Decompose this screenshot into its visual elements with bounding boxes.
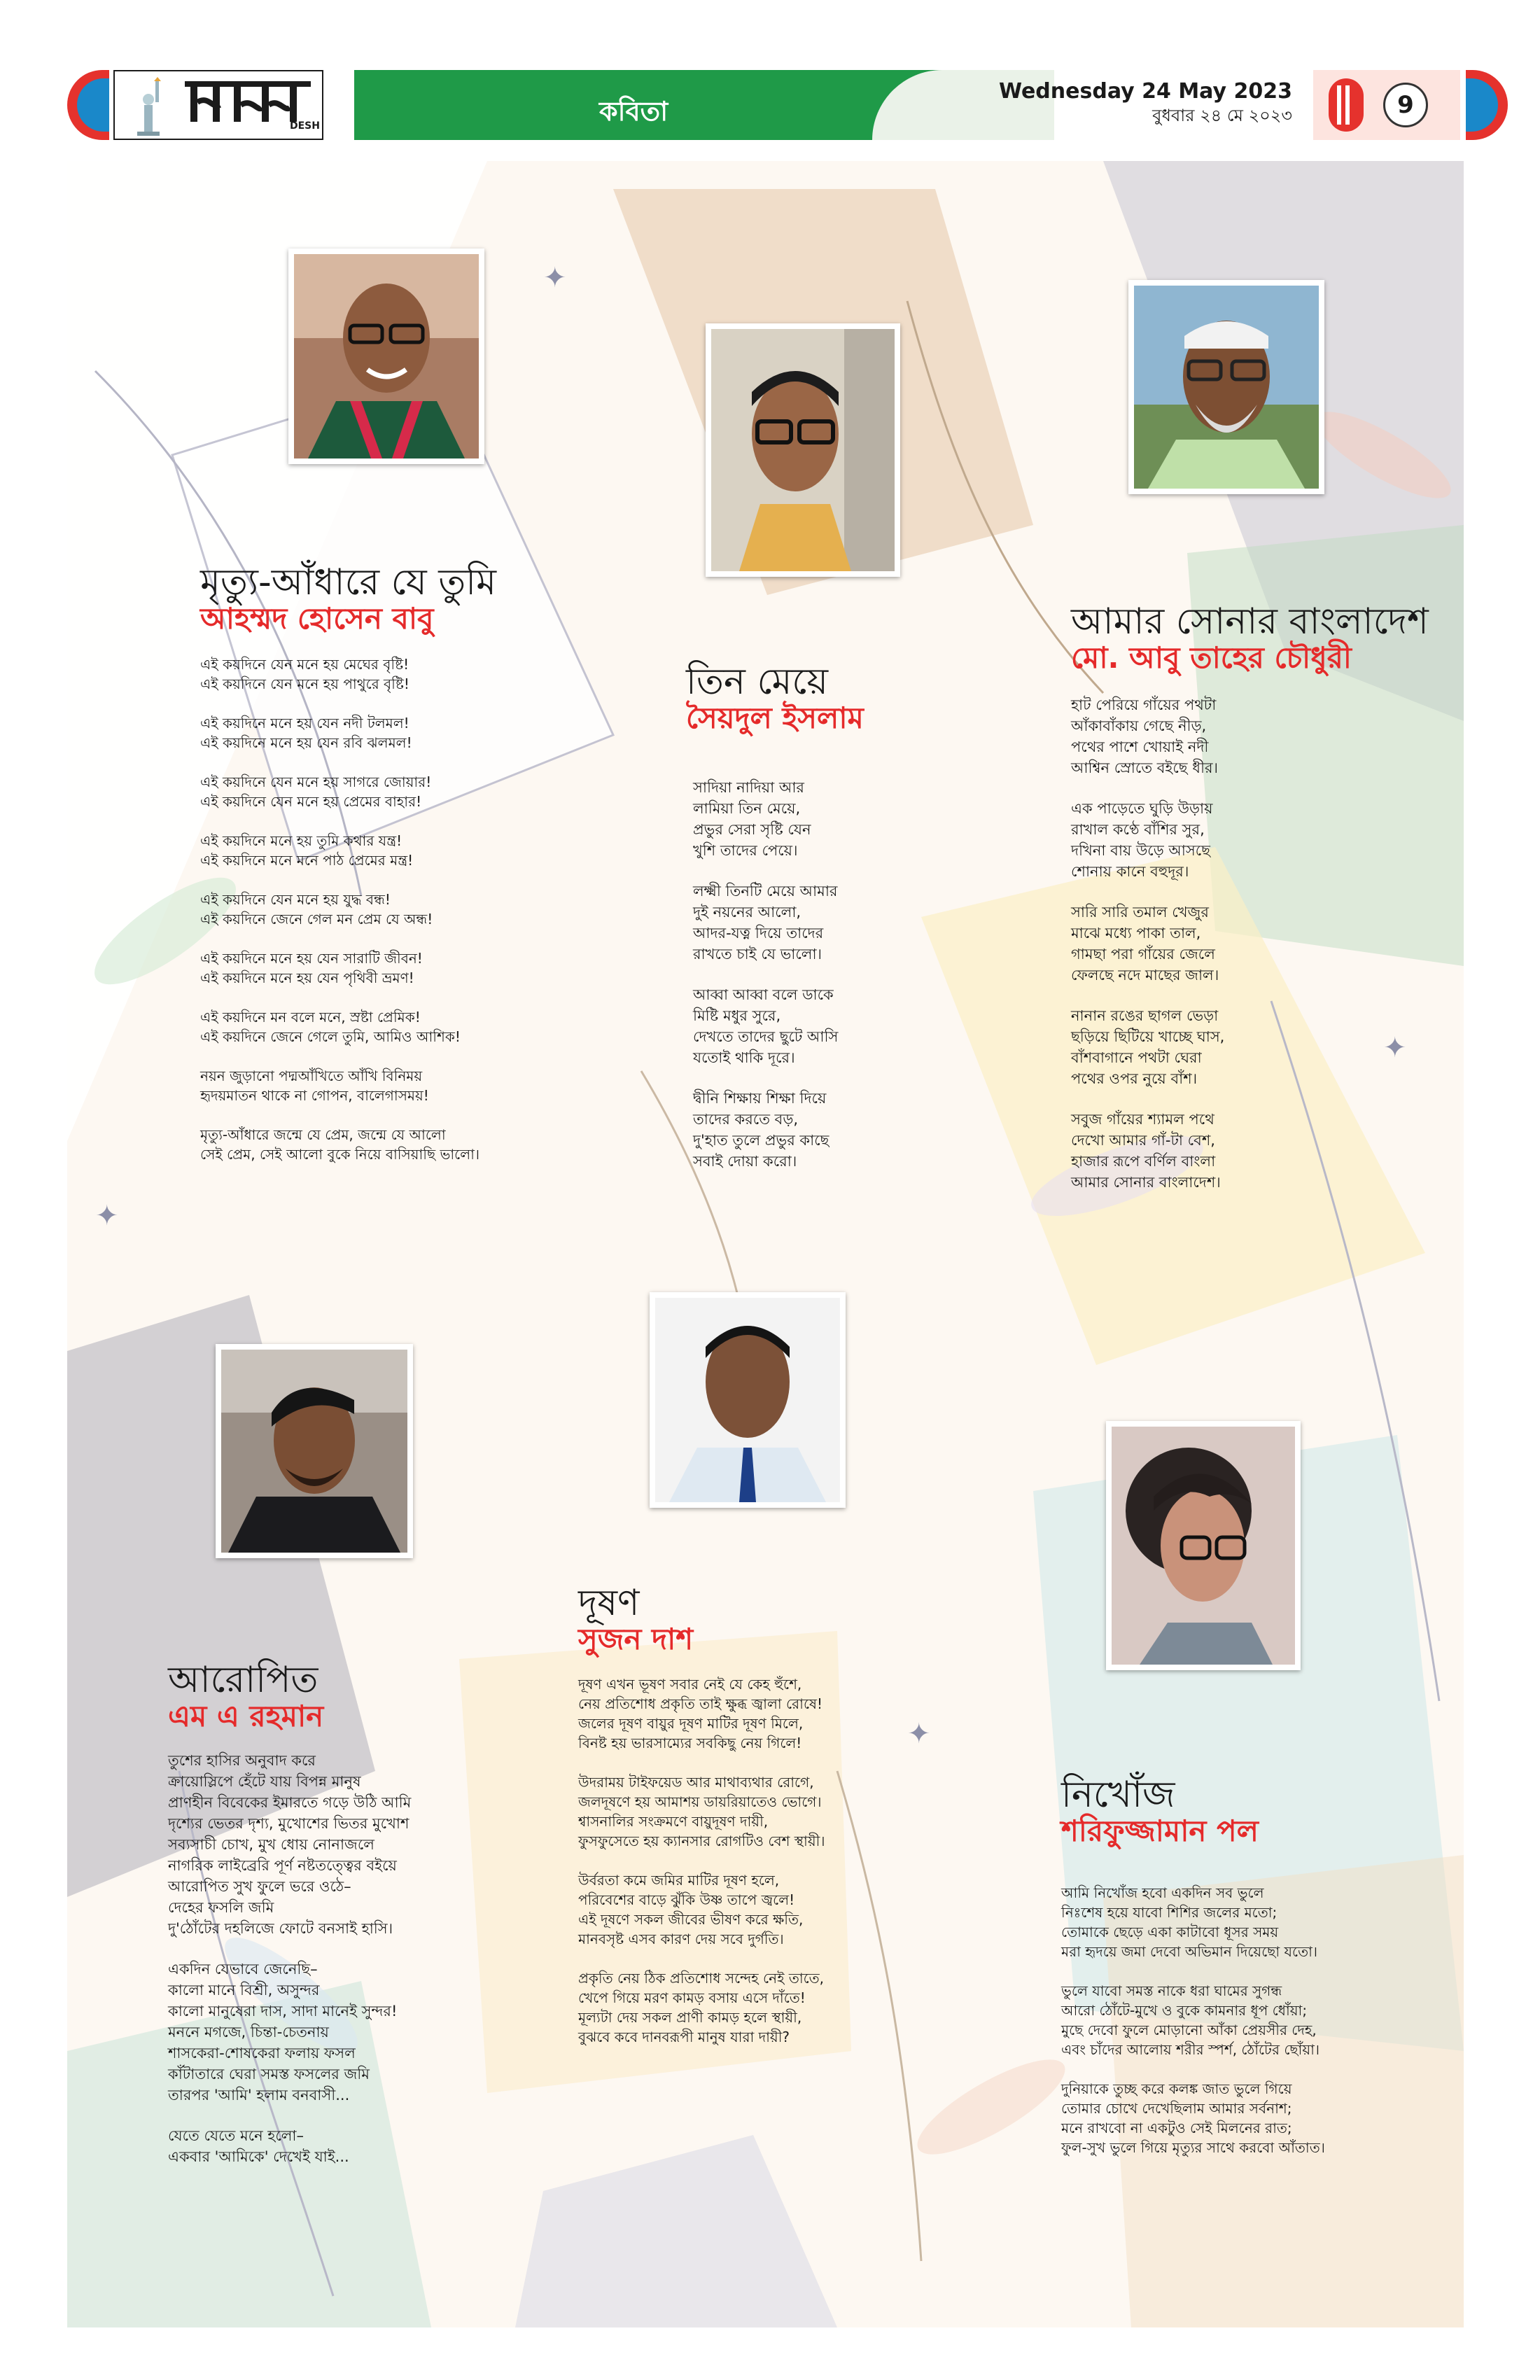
poem-line: কাঁটাতারে ঘেরা সমস্ত ফসলের জমি	[168, 2066, 370, 2082]
poem-line: সবাই দোয়া করো।	[693, 1153, 797, 1170]
poem-line: তোমাকে ছেড়ে একা কাটাবো ধূসর সময়	[1061, 1924, 1279, 1940]
poem-line: তুশের হাসির অনুবাদ করে	[168, 1752, 316, 1769]
poem-line: মূল্যটা দেয় সকল প্রাণী কামড় হলে স্থায়ী,	[578, 2009, 802, 2026]
poem-line: এক পাড়েতে ঘুড়ি উড়ায়	[1071, 800, 1213, 817]
poem-line: দখিনা বায় উড়ে আসছে	[1071, 842, 1210, 859]
poem-line: তাদের করতে বড়,	[693, 1111, 799, 1128]
svg-text:✦: ✦	[907, 1718, 931, 1750]
poem-line: দু'ঠোঁটের দহলিজে ফোটে বনসাই হাসি।	[168, 1920, 393, 1937]
poem-line: কালো মানে বিশ্রী, অসুন্দর	[168, 1982, 320, 1998]
date-block	[970, 78, 1292, 134]
poem-line: রাখাল কণ্ঠে বাঁশির সুর,	[1071, 821, 1205, 838]
poem-line: সবুজ গাঁয়ের শ্যামল পথে	[1071, 1111, 1214, 1128]
poem-line: নেয় প্রতিশোধ প্রকৃতি তাই ক্ষুব্ধ জ্বালা রোষে!	[578, 1695, 823, 1712]
poem-line: দ্বীনি শিক্ষায় শিক্ষা দিয়ে	[693, 1090, 827, 1107]
poem-line: জলের দূষণ বায়ুর দূষণ মাটির দূষণ মিলে,	[578, 1715, 804, 1732]
poem-line: হৃদয়মাতন থাকে না গোপন, বালেগাসময়!	[200, 1087, 429, 1104]
poem-line: রাখতে চাই যে ভালো।	[693, 946, 822, 962]
poem-line: উর্বরতা কমে জমির মাটির দূষণ হলে,	[578, 1872, 780, 1889]
poem-body-4	[168, 1750, 476, 2187]
poem-line: দেহের ফসলি জমি	[168, 1899, 274, 1916]
poem-line: আদর-যত্ন দিয়ে তাদের	[693, 925, 824, 941]
poem-body-5	[578, 1674, 970, 2066]
poem-line: এই কয়দিনে জেনে গেল মন প্রেম যে অন্ধ!	[200, 911, 433, 927]
poem-author-2: সৈয়দুল ইসলাম	[686, 701, 864, 735]
poem-line: গামছা পরা গাঁয়ের জেলে	[1071, 946, 1215, 962]
poem-line: মনে রাখবো না একটুও সেই মিলনের রাত;	[1061, 2120, 1292, 2136]
poem-line: পথের পাশে খোয়াই নদী	[1071, 738, 1209, 755]
poem-line: মননে মগজে, চিন্তা-চেতনায়	[168, 2024, 329, 2040]
svg-text:✦: ✦	[543, 262, 567, 294]
page-header	[67, 70, 1460, 140]
poem-title-2: তিন মেয়ে	[686, 661, 828, 703]
poem-line: দুই নয়নের আলো,	[693, 904, 802, 920]
section-label: কবিতা	[599, 96, 668, 127]
poem-line: মিষ্টি মধুর সুরে,	[693, 1007, 781, 1024]
poem-line: এই কয়দিনে মনে হয় তুমি কথার যন্ত্র!	[200, 832, 402, 849]
poem-title-3: আমার সোনার বাংলাদেশ	[1071, 601, 1429, 643]
logo-text: DESH	[290, 120, 320, 132]
poem-line: এই কয়দিনে জেনে গেলে তুমি, আমিও আশিক!	[200, 1028, 461, 1045]
poem-line: শাসকেরা-শোষকেরা ফলায় ফসল	[168, 2045, 356, 2062]
poem-line: আমার সোনার বাংলাদেশ।	[1071, 1174, 1221, 1191]
poem-line: সব্যসাচী চোখ, মুখ ধোয় নোনাজলে	[168, 1836, 374, 1853]
header-left-cap	[67, 70, 109, 140]
poem-line: ভুলে যাবো সমস্ত নাকে ধরা ঘামের সুগন্ধ	[1061, 1982, 1282, 1999]
poem-author-4: এম এ রহমান	[168, 1699, 324, 1733]
poem-line: এই কয়দিনে যেন মনে হয় যুদ্ধ বন্ধ!	[200, 891, 391, 908]
poem-line: দুনিয়াকে তুচ্ছ করে কলঙ্ক জাত ভুলে গিয়ে	[1061, 2080, 1292, 2097]
poem-line: দেখো আমার গাঁ-টা বেশ,	[1071, 1132, 1215, 1149]
poem-author-3: মো. আবু তাহের চৌধুরী	[1071, 640, 1352, 675]
poem-line: আরো ঠোঁটে-মুখে ও বুকে কামনার ধূপ ধোঁয়া;	[1061, 2002, 1308, 2019]
poem-line: সাদিয়া নাদিয়া আর	[693, 779, 804, 796]
poem-line: এই কয়দিনে মন বলে মনে, স্রষ্টা প্রেমিক!	[200, 1009, 421, 1026]
poem-line: এই কয়দিনে মনে হয় যেন পৃথিবী ভ্রমণ!	[200, 969, 414, 986]
header-right-cap	[1466, 70, 1508, 140]
poem-line: আমি নিখোঁজ হবো একদিন সব ভুলে	[1061, 1884, 1264, 1901]
poem-body-2	[693, 777, 917, 1191]
poet-photo-5	[650, 1292, 846, 1508]
page-marker-icon	[1329, 78, 1364, 132]
poem-line: নয়ন জুড়ানো পদ্মআঁখিতে আঁখি বিনিময়	[200, 1068, 423, 1084]
poem-title-6: নিখোঁজ	[1061, 1774, 1175, 1816]
poet-photo-3	[1128, 280, 1324, 494]
poem-author-6: শরিফুজ্জামান পল	[1061, 1814, 1259, 1848]
poem-line: পথের ওপর নুয়ে বাঁশ।	[1071, 1070, 1198, 1087]
poem-line: মানবসৃষ্ট এসব কারণ দেয় সবে দুর্গতি।	[578, 1931, 784, 1947]
poem-line: বাঁশবাগানে পথটা ঘেরা	[1071, 1049, 1202, 1066]
poem-line: শোনায় কানে বহুদূর।	[1071, 863, 1189, 880]
poem-body-3	[1071, 694, 1337, 1212]
statue-icon	[127, 77, 169, 136]
poem-line: বিনষ্ট হয় ভারসাম্যের সবকিছু নেয় গিলে!	[578, 1735, 802, 1751]
poem-line: প্রাণহীন বিবেকের ইমারতে গড়ে উঠি আমি	[168, 1794, 412, 1811]
poem-line: আরোপিত সুখ ফুলে ভরে ওঠে–	[168, 1878, 351, 1895]
poem-line: বুঝবে কবে দানবরূপী মানুষ যারা দায়ী?	[578, 2029, 790, 2045]
masthead-logo	[113, 70, 323, 140]
svg-text:✦: ✦	[95, 1200, 119, 1232]
poem-line: সেই প্রেম, সেই আলো বুকে নিয়ে বাসিয়াছি ভালো।	[200, 1146, 480, 1163]
poem-line: নিঃশেষ হয়ে যাবো শিশির জলের মতো;	[1061, 1904, 1278, 1921]
poem-line: দেখতে তাদের ছুটে আসি	[693, 1028, 839, 1045]
poem-body-1	[200, 654, 550, 1184]
page-number-box	[1313, 70, 1460, 140]
poem-author-5: সুজন দাশ	[578, 1622, 694, 1656]
poem-line: দূষণ এখন ভূষণ সবার নেই যে কেহ হুঁশে,	[578, 1676, 802, 1693]
poem-line: ফেলছে নদে মাছের জাল।	[1071, 967, 1219, 983]
poem-line: তোমার চোখে দেখেছিলাম আমার সর্বনাশ;	[1061, 2100, 1292, 2117]
poem-line: তারপর 'আমি' হলাম বনবাসী...	[168, 2087, 350, 2104]
poem-line: মরা হৃদয়ে জমা দেবো অভিমান দিয়েছো যতো।	[1061, 1943, 1318, 1960]
poem-line: জলদূষণে হয় আমাশয় ডায়রিয়াতেও ভোগে।	[578, 1793, 822, 1810]
poem-line: যতোই থাকি দূরে।	[693, 1049, 795, 1066]
poem-line: ক্রায়োস্লিপে হেঁটে যায় বিপন্ন মানুষ	[168, 1773, 361, 1790]
poem-line: এবং চাঁদের আলোয় শরীর স্পর্শ, ঠোঁটের ছোঁয়া।	[1061, 2041, 1320, 2058]
poem-line: দৃশ্যের ভেতর দৃশ্য, মুখোশের ভিতর মুখোশ	[168, 1815, 410, 1832]
poem-line: খেপে গিয়ে মরণ কামড় বসায় এসে দাঁতে!	[578, 1989, 806, 2006]
page-number: 9	[1383, 83, 1428, 127]
poem-line: এই দূষণে সকল জীবের ভীষণ করে ক্ষতি,	[578, 1911, 804, 1928]
poem-body-6	[1061, 1883, 1453, 2177]
poem-line: প্রকৃতি নেয় ঠিক প্রতিশোধ সন্দেহ নেই তাতে,	[578, 1970, 825, 1987]
poem-line: যেতে যেতে মনে হলো–	[168, 2127, 304, 2144]
poem-line: নানান রঙের ছাগল ভেড়া	[1071, 1007, 1219, 1024]
poem-title-4: আরোপিত	[168, 1659, 318, 1701]
poem-author-1: আহম্মদ হোসেন বাবু	[200, 601, 434, 636]
poem-line: ফুসফুসেতে হয় ক্যানসার রোগটিও বেশ স্থায়ী।	[578, 1833, 825, 1849]
poem-line: আঁকাবাঁকায় গেছে নীড়,	[1071, 718, 1207, 734]
poem-line: আব্বা আব্বা বলে ডাকে	[693, 986, 834, 1003]
poem-line: মাঝে মধ্যে পাকা তাল,	[1071, 925, 1201, 941]
poem-line: প্রভুর সেরা সৃষ্টি যেন	[693, 821, 811, 838]
poem-line: একবার 'আমিকে' দেখেই যাই...	[168, 2148, 349, 2165]
poem-title-1: মৃত্যু-আঁধারে যে তুমি	[200, 561, 496, 603]
poem-line: এই কয়দিনে মনে হয় যেন সারাটি জীবন!	[200, 950, 423, 967]
poet-photo-2	[706, 323, 900, 577]
poem-line: উদরাময় টাইফয়েড আর মাথাব্যথার রোগে,	[578, 1774, 814, 1791]
poem-line: নাগরিক লাইব্রেরি পূর্ণ নষ্টতত্ত্বের বইয়ে	[168, 1857, 397, 1874]
poem-line: হাট পেরিয়ে গাঁয়ের পথটা	[1071, 696, 1217, 713]
poem-line: একদিন যেভাবে জেনেছি–	[168, 1961, 318, 1977]
poem-line: ফুল-সুখ ভুলে গিয়ে মৃত্যুর সাথে করবো আঁতাত।	[1061, 2139, 1325, 2156]
poet-photo-6	[1106, 1421, 1301, 1670]
poem-line: সারি সারি তমাল খেজুর	[1071, 904, 1209, 920]
poem-line: মুছে দেবো ফুলে মোড়ানো আঁকা প্রেয়সীর দেহ,	[1061, 2022, 1317, 2038]
date-bangla: বুধবার ২৪ মে ২০২৩	[1152, 106, 1292, 125]
poem-line: এই কয়দিনে যেন মনে হয় প্রেমের বাহার!	[200, 793, 422, 810]
poem-title-5: দূষণ	[578, 1582, 640, 1624]
poem-line: লামিয়া তিন মেয়ে,	[693, 800, 801, 817]
poem-line: আশ্বিন স্রোতে বইছে ধীর।	[1071, 760, 1219, 776]
date-english: Wednesday 24 May 2023	[998, 79, 1292, 104]
poem-line: এই কয়দিনে যেন মনে হয় পাথুরে বৃষ্টি!	[200, 676, 410, 692]
poem-line: লক্ষ্মী তিনটি মেয়ে আমার	[693, 883, 838, 899]
poem-line: দু'হাত তুলে প্রভুর কাছে	[693, 1132, 830, 1149]
poem-line: এই কয়দিনে যেন মনে হয় মেঘের বৃষ্টি!	[200, 656, 410, 673]
poem-line: হাজার রূপে বর্ণিল বাংলা	[1071, 1153, 1216, 1170]
poet-photo-4	[216, 1344, 413, 1558]
poem-line: এই কয়দিনে যেন মনে হয় সাগরে জোয়ার!	[200, 774, 432, 790]
poem-line: পরিবেশের বাড়ে ঝুঁকি উষ্ণ তাপে জ্বলে!	[578, 1891, 795, 1908]
poem-line: মৃত্যু-আঁধারে জন্মে যে প্রেম, জন্মে যে আলো	[200, 1126, 446, 1143]
poem-line: এই কয়দিনে মনে হয় যেন রবি ঝলমল!	[200, 734, 412, 751]
poem-line: শ্বাসনালির সংক্রমণে বায়ুদূষণ দায়ী,	[578, 1813, 769, 1830]
poem-line: খুশি তাদের পেয়ে।	[693, 842, 798, 859]
svg-text:✦: ✦	[1383, 1032, 1407, 1064]
poem-line: ছড়িয়ে ছিটিয়ে খাচ্ছে ঘাস,	[1071, 1028, 1225, 1045]
poem-line: এই কয়দিনে মনে হয় যেন নদী টলমল!	[200, 715, 410, 732]
poem-line: এই কয়দিনে মনে মনে পাঠ প্রেমের মন্ত্র!	[200, 852, 414, 869]
poem-line: কালো মানুষেরা দাস, সাদা মানেই সুন্দর!	[168, 2003, 398, 2019]
poet-photo-1	[288, 248, 484, 464]
